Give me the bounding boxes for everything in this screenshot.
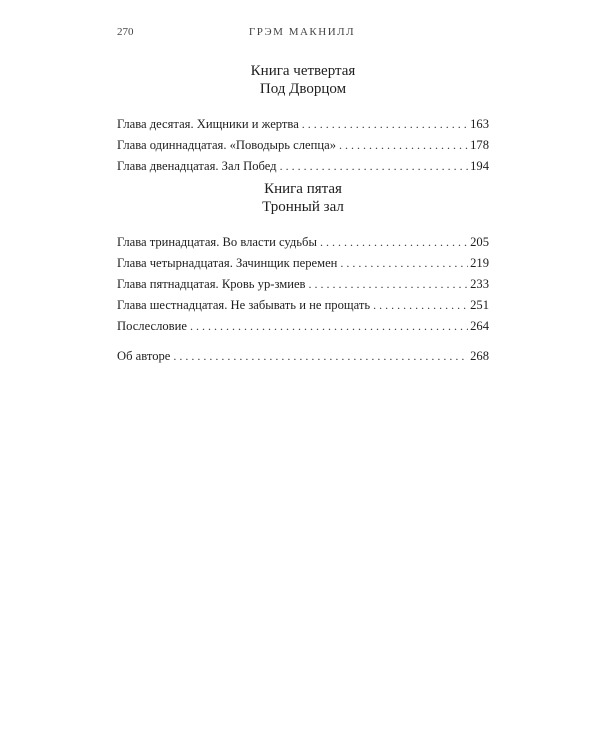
chapter-title: Глава двенадцатая. Зал Побед (117, 159, 277, 173)
dot-leader (309, 274, 469, 295)
toc-entry[interactable] (117, 316, 489, 337)
chapter-title: Глава одиннадцатая. «Поводырь слепца» (117, 138, 336, 152)
toc-entry-about-author[interactable] (117, 346, 489, 367)
author-name: ГРЭМ МАКНИЛЛ (248, 26, 356, 38)
dot-leader (280, 156, 469, 177)
page-number: 270 (117, 26, 134, 38)
book-title: Под Дворцом (259, 81, 347, 97)
book-four-section (117, 62, 489, 177)
chapter-page: 178 (470, 138, 489, 152)
book-five-section (117, 180, 489, 337)
toc-entry[interactable] (117, 253, 489, 274)
chapter-title: Глава пятнадцатая. Кровь ур-змиев (117, 277, 306, 291)
chapter-title: Глава тринадцатая. Во власти судьбы (117, 235, 317, 249)
dot-leader (340, 253, 468, 274)
dot-leader (373, 295, 468, 316)
chapter-title: Глава десятая. Хищники и жертва (117, 117, 299, 131)
toc-entry[interactable] (117, 114, 489, 135)
chapter-page: 219 (470, 256, 489, 270)
afterword-title: Послесловие (117, 319, 187, 333)
book-number: Книга четвертая (250, 63, 356, 79)
about-author-title: Об авторе (117, 349, 171, 363)
dot-leader (339, 135, 468, 156)
chapter-page: 251 (470, 298, 489, 312)
dot-leader (190, 316, 468, 337)
book-heading (117, 180, 489, 216)
afterword-page: 264 (470, 319, 489, 333)
chapter-page: 233 (470, 277, 489, 291)
dot-leader (173, 346, 468, 367)
chapter-page: 163 (470, 117, 489, 131)
book-title: Тронный зал (262, 199, 344, 215)
chapter-page: 194 (470, 159, 489, 173)
dot-leader (320, 232, 468, 253)
book-heading (117, 62, 489, 98)
toc-entry[interactable] (117, 274, 489, 295)
dot-leader (302, 114, 468, 135)
toc-entry[interactable] (117, 295, 489, 316)
chapter-title: Глава четырнадцатая. Зачинщик перемен (117, 256, 338, 270)
running-head (117, 26, 487, 42)
about-author-section (117, 346, 489, 367)
toc-list (117, 114, 489, 177)
toc-entry[interactable] (117, 156, 489, 177)
about-author-page: 268 (470, 349, 489, 363)
book-number: Книга пятая (264, 181, 342, 197)
toc-entry[interactable] (117, 232, 489, 253)
toc-list (117, 232, 489, 337)
chapter-title: Глава шестнадцатая. Не забывать и не прощать (117, 298, 371, 312)
chapter-page: 205 (470, 235, 489, 249)
toc-entry[interactable] (117, 135, 489, 156)
